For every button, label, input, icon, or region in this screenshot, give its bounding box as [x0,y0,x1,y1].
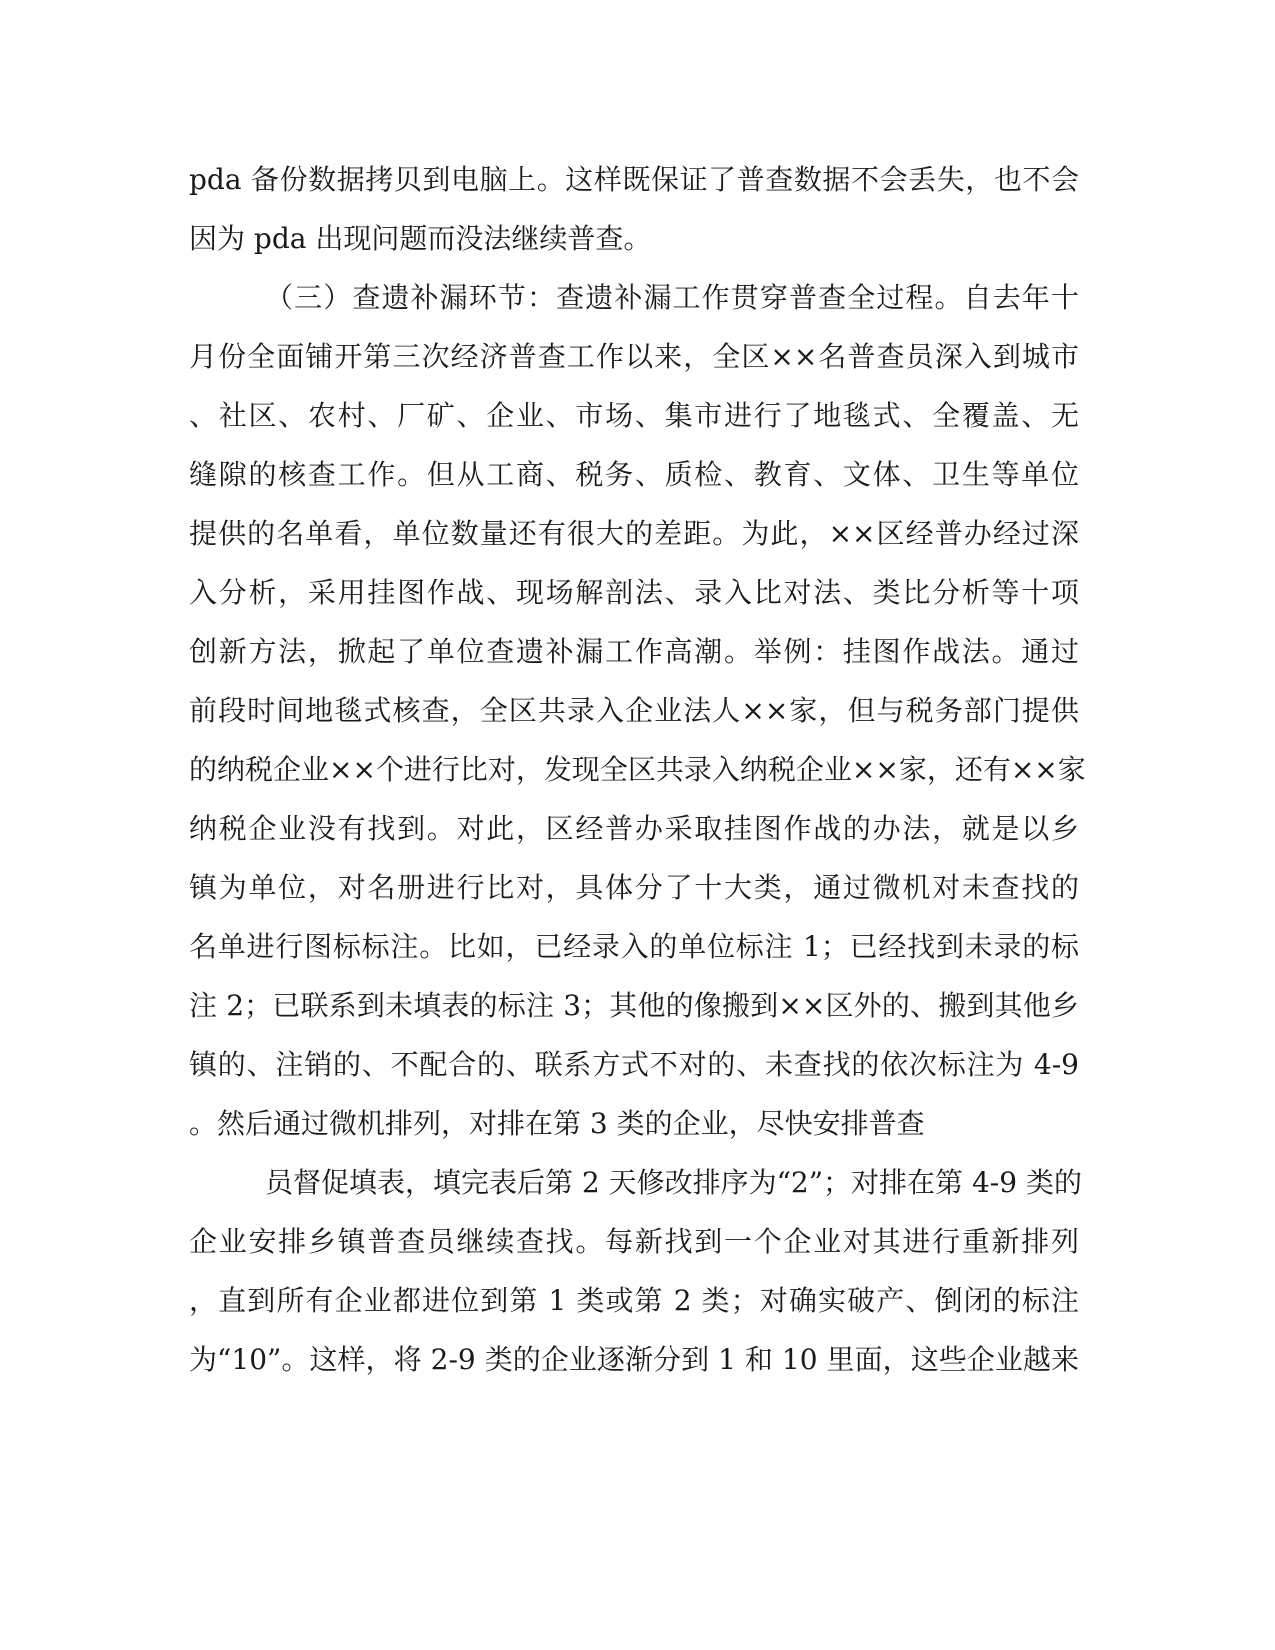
text-line: 前段时间地毯式核查，全区共录入企业法人××家，但与税务部门提供 [189,694,1079,727]
text-line: ，直到所有企业都进位到第 1 类或第 2 类；对确实破产、倒闭的标注 [189,1284,1079,1317]
text-line: 为“10”。这样，将 2-9 类的企业逐渐分到 1 和 10 里面，这些企业越来 [189,1343,1079,1376]
text-line: 员督促填表，填完表后第 2 天修改排序为“2”；对排在第 4-9 类的 [265,1166,1082,1199]
text-line: 镇的、注销的、不配合的、联系方式不对的、未查找的依次标注为 4-9 [189,1048,1079,1081]
text-line: 因为 pda 出现问题而没法继续普查。 [189,222,652,255]
text-line: pda 备份数据拷贝到电脑上。这样既保证了普查数据不会丢失，也不会 [189,163,1079,196]
text-line: 创新方法，掀起了单位查遗补漏工作高潮。举例：挂图作战法。通过 [189,635,1079,668]
text-line: 纳税企业没有找到。对此，区经普办采取挂图作战的办法，就是以乡 [189,812,1079,845]
section-heading-line: （三）查遗补漏环节：查遗补漏工作贯穿普查全过程。自去年十 [265,281,1079,314]
text-line: 月份全面铺开第三次经济普查工作以来，全区××名普查员深入到城市 [189,340,1079,373]
text-line: 名单进行图标标注。比如，已经录入的单位标注 1；已经找到未录的标 [189,930,1079,963]
text-line: 缝隙的核查工作。但从工商、税务、质检、教育、文体、卫生等单位 [189,458,1079,491]
text-line: 入分析，采用挂图作战、现场解剖法、录入比对法、类比分析等十项 [189,576,1079,609]
text-line: 提供的名单看，单位数量还有很大的差距。为此，××区经普办经过深 [189,517,1079,550]
text-line: 企业安排乡镇普查员继续查找。每新找到一个企业对其进行重新排列 [189,1225,1079,1258]
text-line: 注 2；已联系到未填表的标注 3；其他的像搬到××区外的、搬到其他乡 [189,989,1079,1022]
text-line: 的纳税企业××个进行比对，发现全区共录入纳税企业××家，还有××家 [189,753,1086,786]
text-line: 。然后通过微机排列，对排在第 3 类的企业，尽快安排普查 [189,1107,925,1140]
text-line: 、社区、农村、厂矿、企业、市场、集市进行了地毯式、全覆盖、无 [189,399,1079,432]
text-line: 镇为单位，对名册进行比对，具体分了十大类，通过微机对未查找的 [189,871,1079,904]
